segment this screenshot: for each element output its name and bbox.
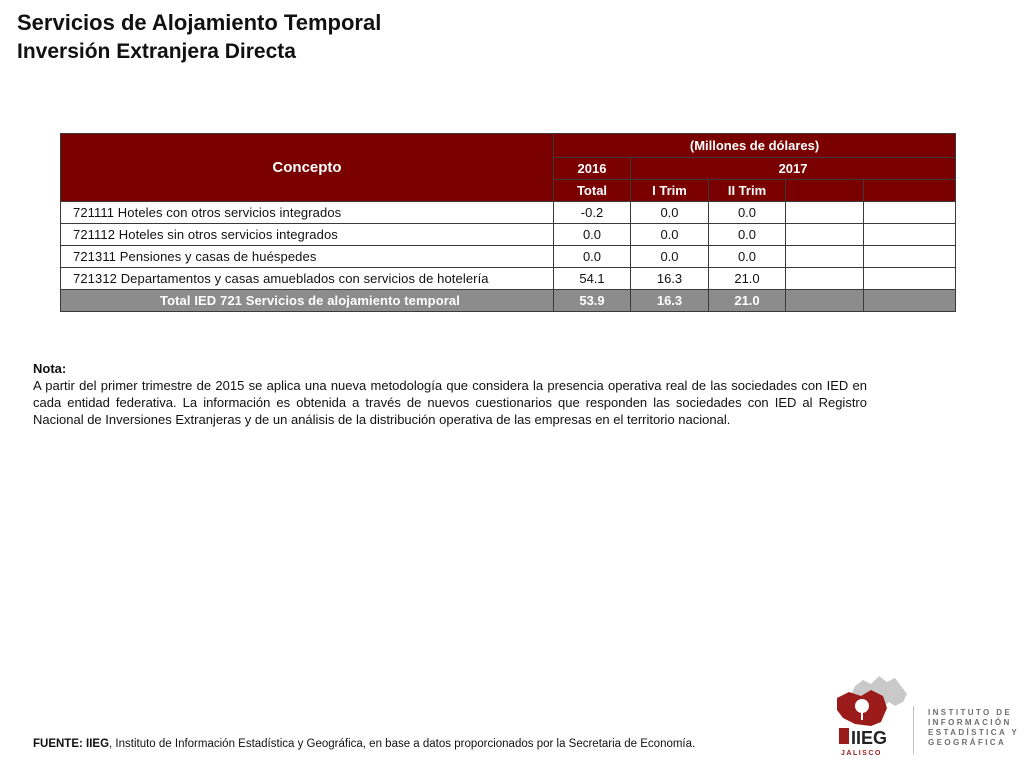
logo-line: INSTITUTO DE [928,708,1013,717]
note-label: Nota: [33,361,67,376]
source-text: , Instituto de Información Estadística y Geográfica, en base a datos proporcionados por la Secretaria de Economía. [109,738,696,750]
total-concepto-cell: Total IED 721 Servicios de alojamiento temporal [61,290,554,312]
ii-trim-cell: 0.0 [709,246,786,268]
ii-trim-cell: 0.0 [709,224,786,246]
table-row [61,268,956,290]
ii-trim-cell: 21.0 [709,268,786,290]
empty-cell [786,290,864,312]
i-trim-column-header: I Trim [631,180,709,202]
total-2016-cell: 54.1 [554,268,631,290]
table-row [61,202,956,224]
table-row [61,246,956,268]
empty-cell [786,202,864,224]
ied-table [60,133,956,312]
page-subtitle: Inversión Extranjera Directa [17,40,296,63]
concepto-header: Concepto [61,134,554,202]
logo-line: INFORMACIÓN [928,718,1012,727]
total-i-trim-cell: 16.3 [631,290,709,312]
logo-state-text: JALISCO [841,750,882,757]
total-row [61,290,956,312]
concepto-cell: 721111 Hoteles con otros servicios integrados [61,202,554,224]
total-2016-cell: -0.2 [554,202,631,224]
note-text: A partir del primer trimestre de 2015 se aplica una nueva metodología que considera la presencia operativa real de las sociedades con IED en cada entidad federativa. La información es obtenida a través de nuevos cuestionarios que responden las sociedades con IED al Registro Nacional de Inversiones Extranjeras y de un análisis de la distribución operativa de las empresas en el territorio nacional. [33,378,867,427]
logo-mark-text: IIEG [851,728,888,748]
logo-line: GEOGRÁFICA [928,738,1007,747]
total-2016-cell: 0.0 [554,246,631,268]
concepto-cell: 721311 Pensiones y casas de huéspedes [61,246,554,268]
table-row [61,224,956,246]
page-title: Servicios de Alojamiento Temporal [17,10,382,35]
empty-cell [864,290,956,312]
ii-trim-cell: 0.0 [709,202,786,224]
empty-cell [864,268,956,290]
empty-cell [864,246,956,268]
logo-institute-text [928,708,1019,748]
empty-cell [786,224,864,246]
i-trim-cell: 0.0 [631,224,709,246]
concepto-cell: 721112 Hoteles sin otros servicios integrados [61,224,554,246]
note-block [33,360,867,428]
ii-trim-column-header: II Trim [709,180,786,202]
total-2016-cell: 0.0 [554,224,631,246]
logo-divider [913,706,914,754]
year-2017-header: 2017 [631,158,956,180]
empty-cell [786,268,864,290]
empty-cell [864,202,956,224]
i-trim-cell: 0.0 [631,202,709,224]
year-2016-header: 2016 [554,158,631,180]
source-label: FUENTE: IIEG [33,738,110,750]
logo-mark-block [839,728,849,744]
empty-cell [786,246,864,268]
empty-cell [864,224,956,246]
units-header: (Millones de dólares) [554,134,956,158]
empty-header-cell [864,180,956,202]
i-trim-cell: 16.3 [631,268,709,290]
concepto-cell: 721312 Departamentos y casas amueblados con servicios de hotelería [61,268,554,290]
logo-line: ESTADÍSTICA Y [928,728,1020,737]
i-trim-cell: 0.0 [631,246,709,268]
total-column-header: Total [554,180,631,202]
empty-header-cell [786,180,864,202]
total-2016-cell: 53.9 [554,290,631,312]
total-ii-trim-cell: 21.0 [709,290,786,312]
source-footnote [33,738,695,750]
